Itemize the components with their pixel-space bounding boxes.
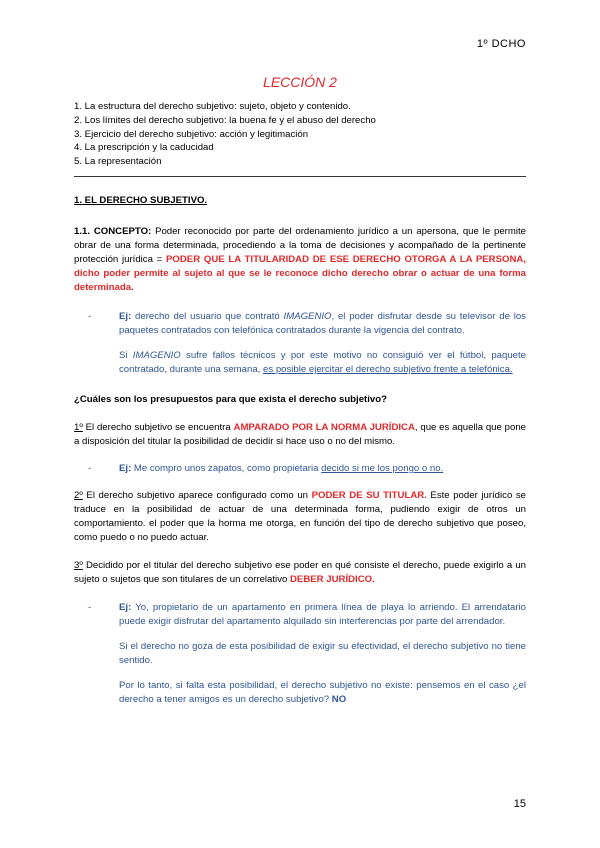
- example-label: Ej:: [119, 602, 132, 613]
- premise-highlight: DEBER JURÍDICO.: [290, 574, 375, 585]
- premise-text: Decidido por el titular del derecho subjetivo ese poder en qué consiste el derecho, puede exigirlo a un sujeto o sujetos que son titulares de un correlativo: [74, 560, 526, 585]
- answer-no: NO: [331, 694, 347, 705]
- page-number: 15: [513, 798, 526, 810]
- brand-name: IMAGENIO: [283, 311, 332, 322]
- toc-item: 4. La prescripción y la caducidad: [74, 142, 214, 154]
- example-2: [74, 462, 526, 476]
- premise-text: Este poder jurídico se traduce en la posibilidad de actuar de una determinada forma, pudiendo exigir de otros un comportamiento. el poder que la horma me otorga, en función del tipo de derecho subjetivo que poseo, como puedo o no puedo actuar.: [74, 490, 527, 543]
- toc-item: 5. La representación: [74, 156, 162, 168]
- premise-text: El derecho subjetivo aparece configurado como un: [82, 490, 312, 501]
- concept-label: 1.1. CONCEPTO:: [74, 226, 152, 237]
- bullet-dash: -: [88, 311, 92, 322]
- example-3: [74, 601, 526, 629]
- premise-text: , que es aquella que pone a disposición del titular la posibilidad de decidir si hace uso o no del mismo.: [74, 422, 526, 447]
- example-text: Yo, propietario de un apartamento en primera línea de playa lo arriendo. El arrendatario puede exigir disfrutar del apartamento alquilado sin interferencias por parte del arrendador.: [119, 602, 526, 627]
- course-label: 1º DCHO: [476, 38, 526, 50]
- premise-3: [74, 559, 526, 587]
- question-heading: ¿Cuáles son los presupuestos para que exista el derecho subjetivo?: [74, 394, 387, 405]
- example-1-continuation: [74, 349, 526, 377]
- example-3-conclusion: [74, 679, 526, 707]
- divider: [74, 176, 526, 177]
- premise-number: 3º: [74, 560, 83, 571]
- table-of-contents: [74, 100, 526, 169]
- example-text: Me compro unos zapatos, como propietaria: [131, 463, 322, 474]
- example-3-continuation: Si el derecho no goza de esta posibilidad de exigir su efectividad, el derecho subjetivo no tiene sentido.: [119, 641, 526, 666]
- example-text: Si: [119, 350, 133, 361]
- toc-item: 2. Los límites del derecho subjetivo: la buena fe y el abuso del derecho: [74, 114, 376, 126]
- concept-text: Poder reconocido por parte del ordenamiento jurídico a un apersona, que le permite obrar de una forma determinada, procediendo a la toma de decisiones y acompañado de la pertinente protección jurídica =: [74, 226, 526, 265]
- premise-number: 2º: [74, 490, 83, 501]
- example-1: [74, 310, 526, 338]
- premise-highlight: PODER DE SU TITULAR.: [311, 490, 427, 501]
- premise-number: 1º: [74, 422, 83, 433]
- brand-name: IMAGENIO: [132, 350, 181, 361]
- example-underlined: es posible ejercitar el derecho subjetivo frente a telefónica.: [263, 364, 513, 375]
- lesson-title: LECCIÓN 2: [263, 74, 337, 90]
- premise-1: [74, 421, 526, 449]
- example-label: Ej:: [119, 463, 132, 474]
- example-text: Por lo tanto, si falta esta posibilidad, el derecho subjetivo no existe: pensemos en el caso ¿el derecho a tener amigos es un derecho subjetivo?: [119, 680, 526, 705]
- concept-highlight: PODER QUE LA TITULARIDAD DE ESE DERECHO OTORGA A LA PERSONA, dicho poder permite al sujeto al que se le reconoce dicho derecho obrar o actuar de una forma determinada.: [74, 254, 526, 293]
- section-title: 1. EL DERECHO SUBJETIVO.: [74, 195, 208, 206]
- premise-highlight: AMPARADO POR LA NORMA JURÍDICA: [233, 422, 415, 433]
- concept-paragraph: [74, 225, 526, 295]
- example-text: , el poder disfrutar desde su televisor de los paquetes contratados con telefónica contratados durante la vigencia del contrato.: [119, 311, 526, 336]
- premise-text: El derecho subjetivo se encuentra: [82, 422, 234, 433]
- main-content: [74, 195, 526, 707]
- toc-item: 3. Ejercicio del derecho subjetivo: acción y legitimación: [74, 128, 309, 140]
- example-underlined: decido si me los pongo o no.: [321, 463, 444, 474]
- example-text: derecho del usuario que contrató: [131, 311, 284, 322]
- example-label: Ej:: [119, 311, 132, 322]
- toc-item: 1. La estructura del derecho subjetivo: sujeto, objeto y contenido.: [74, 101, 351, 112]
- premise-2: [74, 489, 526, 545]
- example-text: sufre fallos técnicos y por este motivo no consiguió ver el fútbol, paquete contratado, durante una semana,: [119, 350, 526, 375]
- bullet-dash: -: [88, 602, 92, 613]
- bullet-dash: -: [88, 463, 92, 474]
